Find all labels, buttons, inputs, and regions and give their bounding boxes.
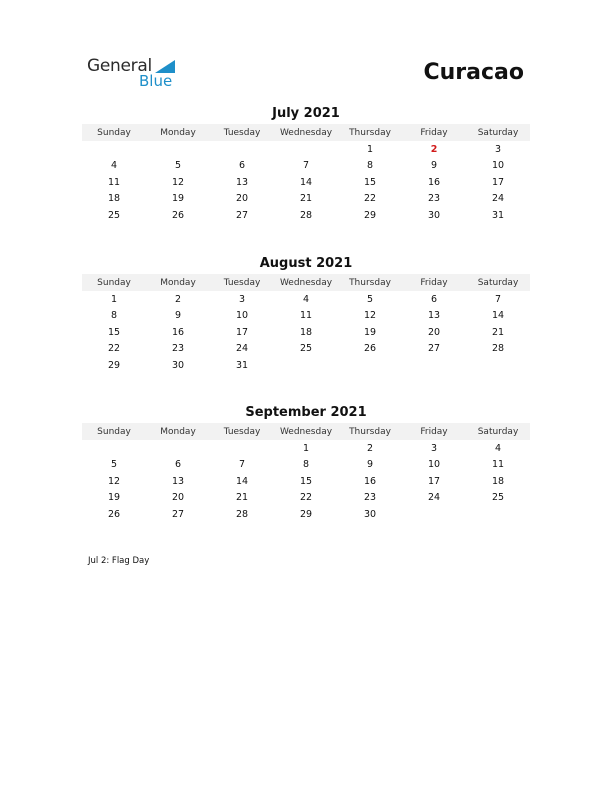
date-cell: 10 [427, 459, 441, 471]
date-cell: 3 [494, 143, 502, 155]
weekday-label: Tuesday [223, 426, 261, 437]
weekday-label: Sunday [97, 277, 131, 288]
date-cell: 21 [235, 492, 249, 504]
date-cell: 12 [171, 176, 185, 188]
date-cell: 29 [107, 359, 121, 371]
date-cell: 29 [299, 508, 313, 520]
date-cell: 30 [363, 508, 377, 520]
week-row [82, 473, 530, 490]
week-row [82, 207, 530, 224]
weekday-label: Wednesday [279, 277, 333, 288]
weekday-label: Saturday [477, 277, 519, 288]
month-title: September 2021 [245, 405, 367, 420]
date-cell: 14 [299, 176, 313, 188]
logo-text-blue: Blue [139, 72, 173, 90]
date-cell: 13 [235, 176, 249, 188]
week-row [82, 291, 530, 308]
date-cell: 14 [235, 475, 249, 487]
date-cell: 6 [238, 160, 246, 172]
date-cell: 28 [299, 209, 313, 221]
date-cell: 7 [302, 160, 310, 172]
weekday-label: Saturday [477, 127, 519, 138]
date-cell: 29 [363, 209, 377, 221]
month-title: August 2021 [259, 256, 353, 271]
date-cell: 28 [491, 343, 505, 355]
week-row [82, 324, 530, 341]
date-cell: 17 [235, 326, 249, 338]
date-cell: 21 [299, 193, 313, 205]
date-cell: 15 [363, 176, 377, 188]
week-row [82, 341, 530, 358]
date-cell: 31 [235, 359, 249, 371]
week-row [82, 191, 530, 208]
week-row [82, 457, 530, 474]
date-cell: 18 [299, 326, 313, 338]
weekday-label: Sunday [97, 426, 131, 437]
weekday-label: Friday [420, 277, 448, 288]
date-cell: 18 [107, 193, 121, 205]
holiday-notes [88, 556, 149, 566]
date-cell: 19 [171, 193, 185, 205]
date-cell: 24 [427, 492, 441, 504]
date-cell: 7 [494, 293, 502, 305]
weekday-label: Saturday [477, 426, 519, 437]
date-cell: 24 [491, 193, 505, 205]
date-cell: 26 [363, 343, 377, 355]
date-cell: 23 [427, 193, 441, 205]
date-cell: 27 [171, 508, 185, 520]
weekday-label: Tuesday [223, 277, 261, 288]
date-cell: 9 [430, 160, 438, 172]
weekday-label: Friday [420, 426, 448, 437]
date-cell: 6 [174, 459, 182, 471]
month-block [82, 403, 530, 523]
date-cell: 27 [235, 209, 249, 221]
logo-text-general: General [87, 56, 152, 76]
date-cell: 19 [107, 492, 121, 504]
date-cell: 12 [363, 310, 377, 322]
weekday-label: Wednesday [279, 426, 333, 437]
weekday-label: Tuesday [223, 127, 261, 138]
weekday-label: Thursday [349, 277, 391, 288]
weekday-header-row [82, 423, 530, 440]
date-cell: 25 [107, 209, 121, 221]
week-row [82, 506, 530, 523]
date-cell: 17 [427, 475, 441, 487]
date-cell: 14 [491, 310, 505, 322]
date-cell: 30 [427, 209, 441, 221]
date-cell: 11 [299, 310, 313, 322]
weekday-label: Monday [160, 127, 196, 138]
date-cell: 3 [430, 442, 438, 454]
week-row [82, 357, 530, 374]
date-cell: 4 [302, 293, 310, 305]
date-cell: 19 [363, 326, 377, 338]
date-cell: 15 [107, 326, 121, 338]
date-cell: 9 [366, 459, 374, 471]
date-cell: 17 [491, 176, 505, 188]
weekday-label: Thursday [349, 426, 391, 437]
week-row [82, 440, 530, 457]
holiday-note: Jul 2: Flag Day [88, 556, 150, 566]
week-row [82, 174, 530, 191]
date-cell: 28 [235, 508, 249, 520]
date-cell: 12 [107, 475, 121, 487]
date-cell: 7 [238, 459, 246, 471]
date-cell: 27 [427, 343, 441, 355]
date-cell: 11 [491, 459, 505, 471]
week-row [82, 490, 530, 507]
date-cell: 5 [110, 459, 118, 471]
date-cell: 2 [366, 442, 374, 454]
date-cell: 22 [107, 343, 121, 355]
date-cell: 13 [427, 310, 441, 322]
weekday-label: Sunday [97, 127, 131, 138]
date-cell: 9 [174, 310, 182, 322]
date-cell: 4 [494, 442, 502, 454]
date-cell: 21 [491, 326, 505, 338]
date-cell: 6 [430, 293, 438, 305]
weekday-label: Wednesday [279, 127, 333, 138]
date-cell: 1 [110, 293, 118, 305]
weekday-label: Friday [420, 127, 448, 138]
date-cell: 26 [171, 209, 185, 221]
weekday-label: Thursday [349, 127, 391, 138]
week-row [82, 158, 530, 175]
date-cell: 25 [491, 492, 505, 504]
date-cell: 16 [171, 326, 185, 338]
month-block [82, 254, 530, 374]
date-cell: 5 [366, 293, 374, 305]
date-cell: 13 [171, 475, 185, 487]
weekday-header-row [82, 124, 530, 141]
date-cell: 10 [235, 310, 249, 322]
date-cell: 5 [174, 160, 182, 172]
date-cell: 26 [107, 508, 121, 520]
date-cell: 24 [235, 343, 249, 355]
date-cell: 23 [171, 343, 185, 355]
weekday-label: Monday [160, 426, 196, 437]
date-cell: 8 [366, 160, 374, 172]
date-cell: 11 [107, 176, 121, 188]
date-cell: 22 [299, 492, 313, 504]
date-cell: 18 [491, 475, 505, 487]
week-row [82, 141, 530, 158]
date-cell: 4 [110, 160, 118, 172]
holiday-date-cell: 2 [430, 143, 438, 155]
date-cell: 15 [299, 475, 313, 487]
date-cell: 20 [427, 326, 441, 338]
date-cell: 31 [491, 209, 505, 221]
date-cell: 25 [299, 343, 313, 355]
date-cell: 3 [238, 293, 246, 305]
month-title: July 2021 [272, 106, 340, 121]
weekday-header-row [82, 274, 530, 291]
weekday-label: Monday [160, 277, 196, 288]
logo [87, 56, 187, 92]
date-cell: 8 [302, 459, 310, 471]
date-cell: 16 [363, 475, 377, 487]
date-cell: 16 [427, 176, 441, 188]
date-cell: 8 [110, 310, 118, 322]
date-cell: 30 [171, 359, 185, 371]
week-row [82, 308, 530, 325]
date-cell: 1 [366, 143, 374, 155]
date-cell: 23 [363, 492, 377, 504]
date-cell: 20 [235, 193, 249, 205]
date-cell: 10 [491, 160, 505, 172]
date-cell: 22 [363, 193, 377, 205]
month-block [82, 104, 530, 224]
country-title: Curacao [423, 60, 524, 85]
date-cell: 20 [171, 492, 185, 504]
date-cell: 2 [174, 293, 182, 305]
date-cell: 1 [302, 442, 310, 454]
